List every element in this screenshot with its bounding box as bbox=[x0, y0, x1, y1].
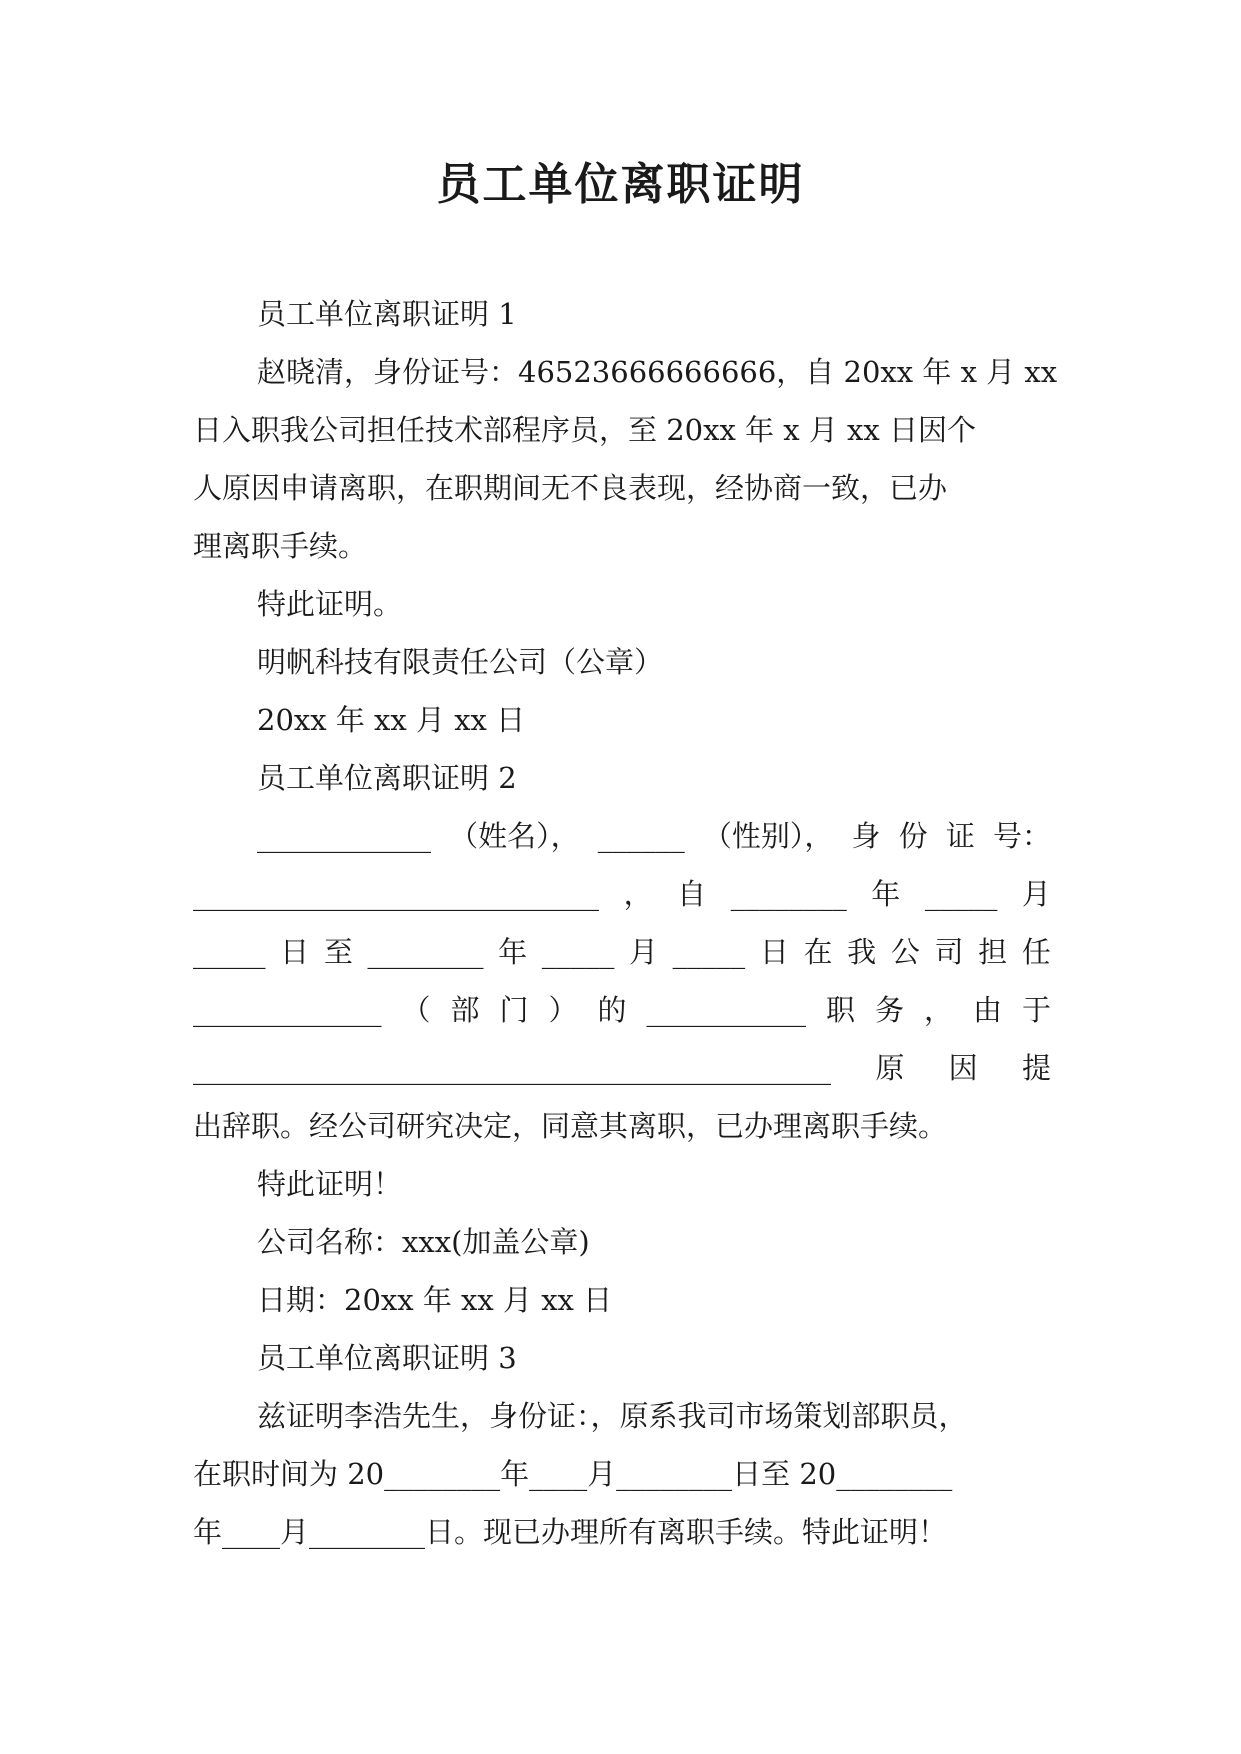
day-blank: _____ bbox=[193, 935, 266, 969]
form-text: ） bbox=[548, 993, 578, 1027]
month-blank: _____ bbox=[541, 935, 615, 969]
section-heading-1: 员工单位离职证明 1 bbox=[257, 297, 517, 331]
form-text: 原 bbox=[875, 1051, 905, 1085]
form-text: （ bbox=[401, 993, 431, 1027]
form-text: 年 bbox=[871, 877, 901, 911]
form-text: 任 bbox=[1021, 935, 1051, 969]
id-number-blank: ____________________________ bbox=[193, 877, 599, 911]
year-blank: ________ bbox=[730, 877, 847, 911]
form-text: ， bbox=[623, 877, 653, 911]
form-text: 年 bbox=[498, 935, 528, 969]
form-text: 于 bbox=[1021, 993, 1051, 1027]
form-text: 月 bbox=[1021, 877, 1051, 911]
document-title: 员工单位离职证明 bbox=[436, 159, 805, 210]
form-text: 职 bbox=[825, 993, 855, 1027]
paragraph-line: 在职时间为 20________年____月________日至 20________ bbox=[193, 1457, 953, 1491]
form-text: 号： bbox=[992, 819, 1051, 853]
name-blank: ____________ bbox=[257, 819, 431, 853]
form-text: 的 bbox=[597, 993, 627, 1027]
gender-blank: ______ bbox=[597, 819, 685, 853]
day-blank: _____ bbox=[672, 935, 746, 969]
form-text: 在 bbox=[803, 935, 833, 969]
form-text: 提 bbox=[1021, 1051, 1051, 1085]
form-text: （性别）， bbox=[702, 819, 834, 853]
form-text: （姓名）， bbox=[449, 819, 580, 853]
form-text: 月 bbox=[628, 935, 658, 969]
form-text: 公 bbox=[890, 935, 920, 969]
month-blank: _____ bbox=[924, 877, 998, 911]
paragraph-line: 兹证明李浩先生，身份证：，原系我司市场策划部职员， bbox=[257, 1399, 968, 1433]
form-text: 自 bbox=[677, 877, 707, 911]
paragraph-line: 出辞职。经公司研究决定，同意其离职，已办理离职手续。 bbox=[193, 1109, 948, 1143]
date-line: 20xx 年 xx 月 xx 日 bbox=[257, 703, 526, 737]
paragraph-line: 日入职我公司担任技术部程序员，至 20xx 年 x 月 xx 日因个 bbox=[193, 413, 976, 447]
department-blank: _____________ bbox=[193, 993, 382, 1027]
form-line bbox=[193, 874, 1051, 914]
form-text: 日 bbox=[759, 935, 789, 969]
form-text: 司 bbox=[934, 935, 964, 969]
form-line bbox=[193, 1048, 1051, 1088]
form-text: 份 bbox=[898, 819, 928, 853]
form-text: 务 bbox=[874, 993, 904, 1027]
form-text: 部 bbox=[450, 993, 480, 1027]
form-text: 门 bbox=[499, 993, 529, 1027]
form-text: 担 bbox=[978, 935, 1008, 969]
paragraph-line: 人原因申请离职，在职期间无不良表现，经协商一致，已办 bbox=[193, 471, 948, 505]
section-heading-2: 员工单位离职证明 2 bbox=[257, 761, 517, 795]
company-name-line: 公司名称：xxx(加盖公章) bbox=[257, 1225, 590, 1259]
paragraph-line: 理离职手续。 bbox=[193, 529, 368, 563]
form-text: 日 bbox=[280, 935, 310, 969]
form-text: 至 bbox=[323, 935, 353, 969]
form-line bbox=[257, 816, 1051, 856]
closing-statement: 特此证明。 bbox=[257, 587, 403, 621]
form-text: 证 bbox=[945, 819, 975, 853]
paragraph-line: 年____月________日。现已办理所有离职手续。特此证明！ bbox=[193, 1515, 948, 1549]
closing-statement: 特此证明！ bbox=[257, 1167, 403, 1201]
form-text: 由 bbox=[972, 993, 1002, 1027]
form-line bbox=[193, 990, 1051, 1030]
form-text: 我 bbox=[847, 935, 877, 969]
form-line bbox=[193, 932, 1051, 972]
position-blank: ___________ bbox=[646, 993, 806, 1027]
year-blank: ________ bbox=[367, 935, 484, 969]
paragraph-line: 赵晓清，身份证号：46523666666666，自 20xx 年 x 月 xx bbox=[257, 355, 1058, 389]
reason-blank: ____________________________________________ bbox=[193, 1051, 831, 1085]
section-heading-3: 员工单位离职证明 3 bbox=[257, 1341, 517, 1375]
date-line: 日期：20xx 年 xx 月 xx 日 bbox=[257, 1283, 613, 1317]
form-text: ， bbox=[923, 993, 953, 1027]
company-seal-line: 明帆科技有限责任公司（公章） bbox=[257, 645, 664, 679]
form-text: 因 bbox=[948, 1051, 978, 1085]
form-text: 身 bbox=[851, 819, 881, 853]
